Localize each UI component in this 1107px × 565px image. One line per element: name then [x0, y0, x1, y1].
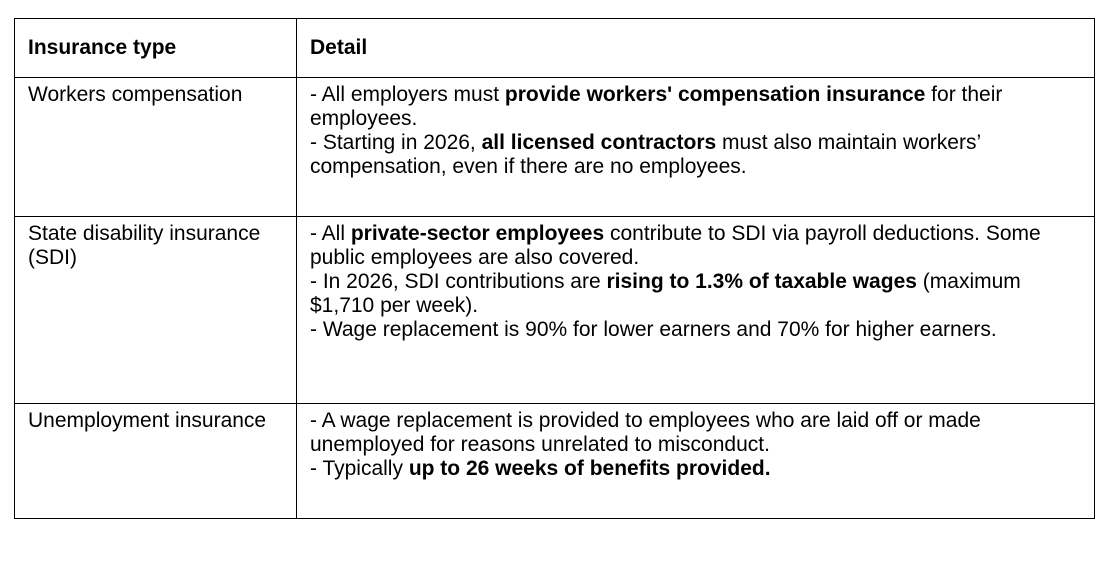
- table-header-row: [15, 19, 1095, 78]
- insurance-type-label: Workers compensation: [28, 83, 243, 106]
- table-row: [15, 78, 1095, 217]
- insurance-type-label: State disability insurance (SDI): [28, 222, 261, 269]
- insurance-type-cell: [15, 78, 297, 217]
- header-detail: Detail: [297, 19, 1095, 78]
- insurance-table: [14, 18, 1095, 519]
- detail-cell: [297, 78, 1095, 217]
- detail-line: - In 2026, SDI contributions are rising to 1.3% of taxable wages (maximum $1,710 per week).: [310, 270, 1021, 317]
- header-insurance-type: Insurance type: [15, 19, 297, 78]
- detail-line: - Wage replacement is 90% for lower earners and 70% for higher earners.: [310, 318, 997, 341]
- insurance-type-cell: [15, 404, 297, 519]
- table-row: [15, 404, 1095, 519]
- detail-line: - Typically up to 26 weeks of benefits provided.: [310, 457, 771, 480]
- detail-line: - All employers must provide workers' compensation insurance for their employees.: [310, 83, 1003, 130]
- detail-cell: [297, 217, 1095, 404]
- insurance-type-cell: [15, 217, 297, 404]
- table-row: [15, 217, 1095, 404]
- detail-line: - A wage replacement is provided to employees who are laid off or made unemployed for reasons unrelated to misconduct.: [310, 409, 981, 456]
- detail-line: - All private-sector employees contribute to SDI via payroll deductions. Some public employees are also covered.: [310, 222, 1041, 269]
- detail-line: - Starting in 2026, all licensed contractors must also maintain workers’ compensation, even if there are no employees.: [310, 131, 981, 178]
- detail-cell: [297, 404, 1095, 519]
- insurance-type-label: Unemployment insurance: [28, 409, 267, 432]
